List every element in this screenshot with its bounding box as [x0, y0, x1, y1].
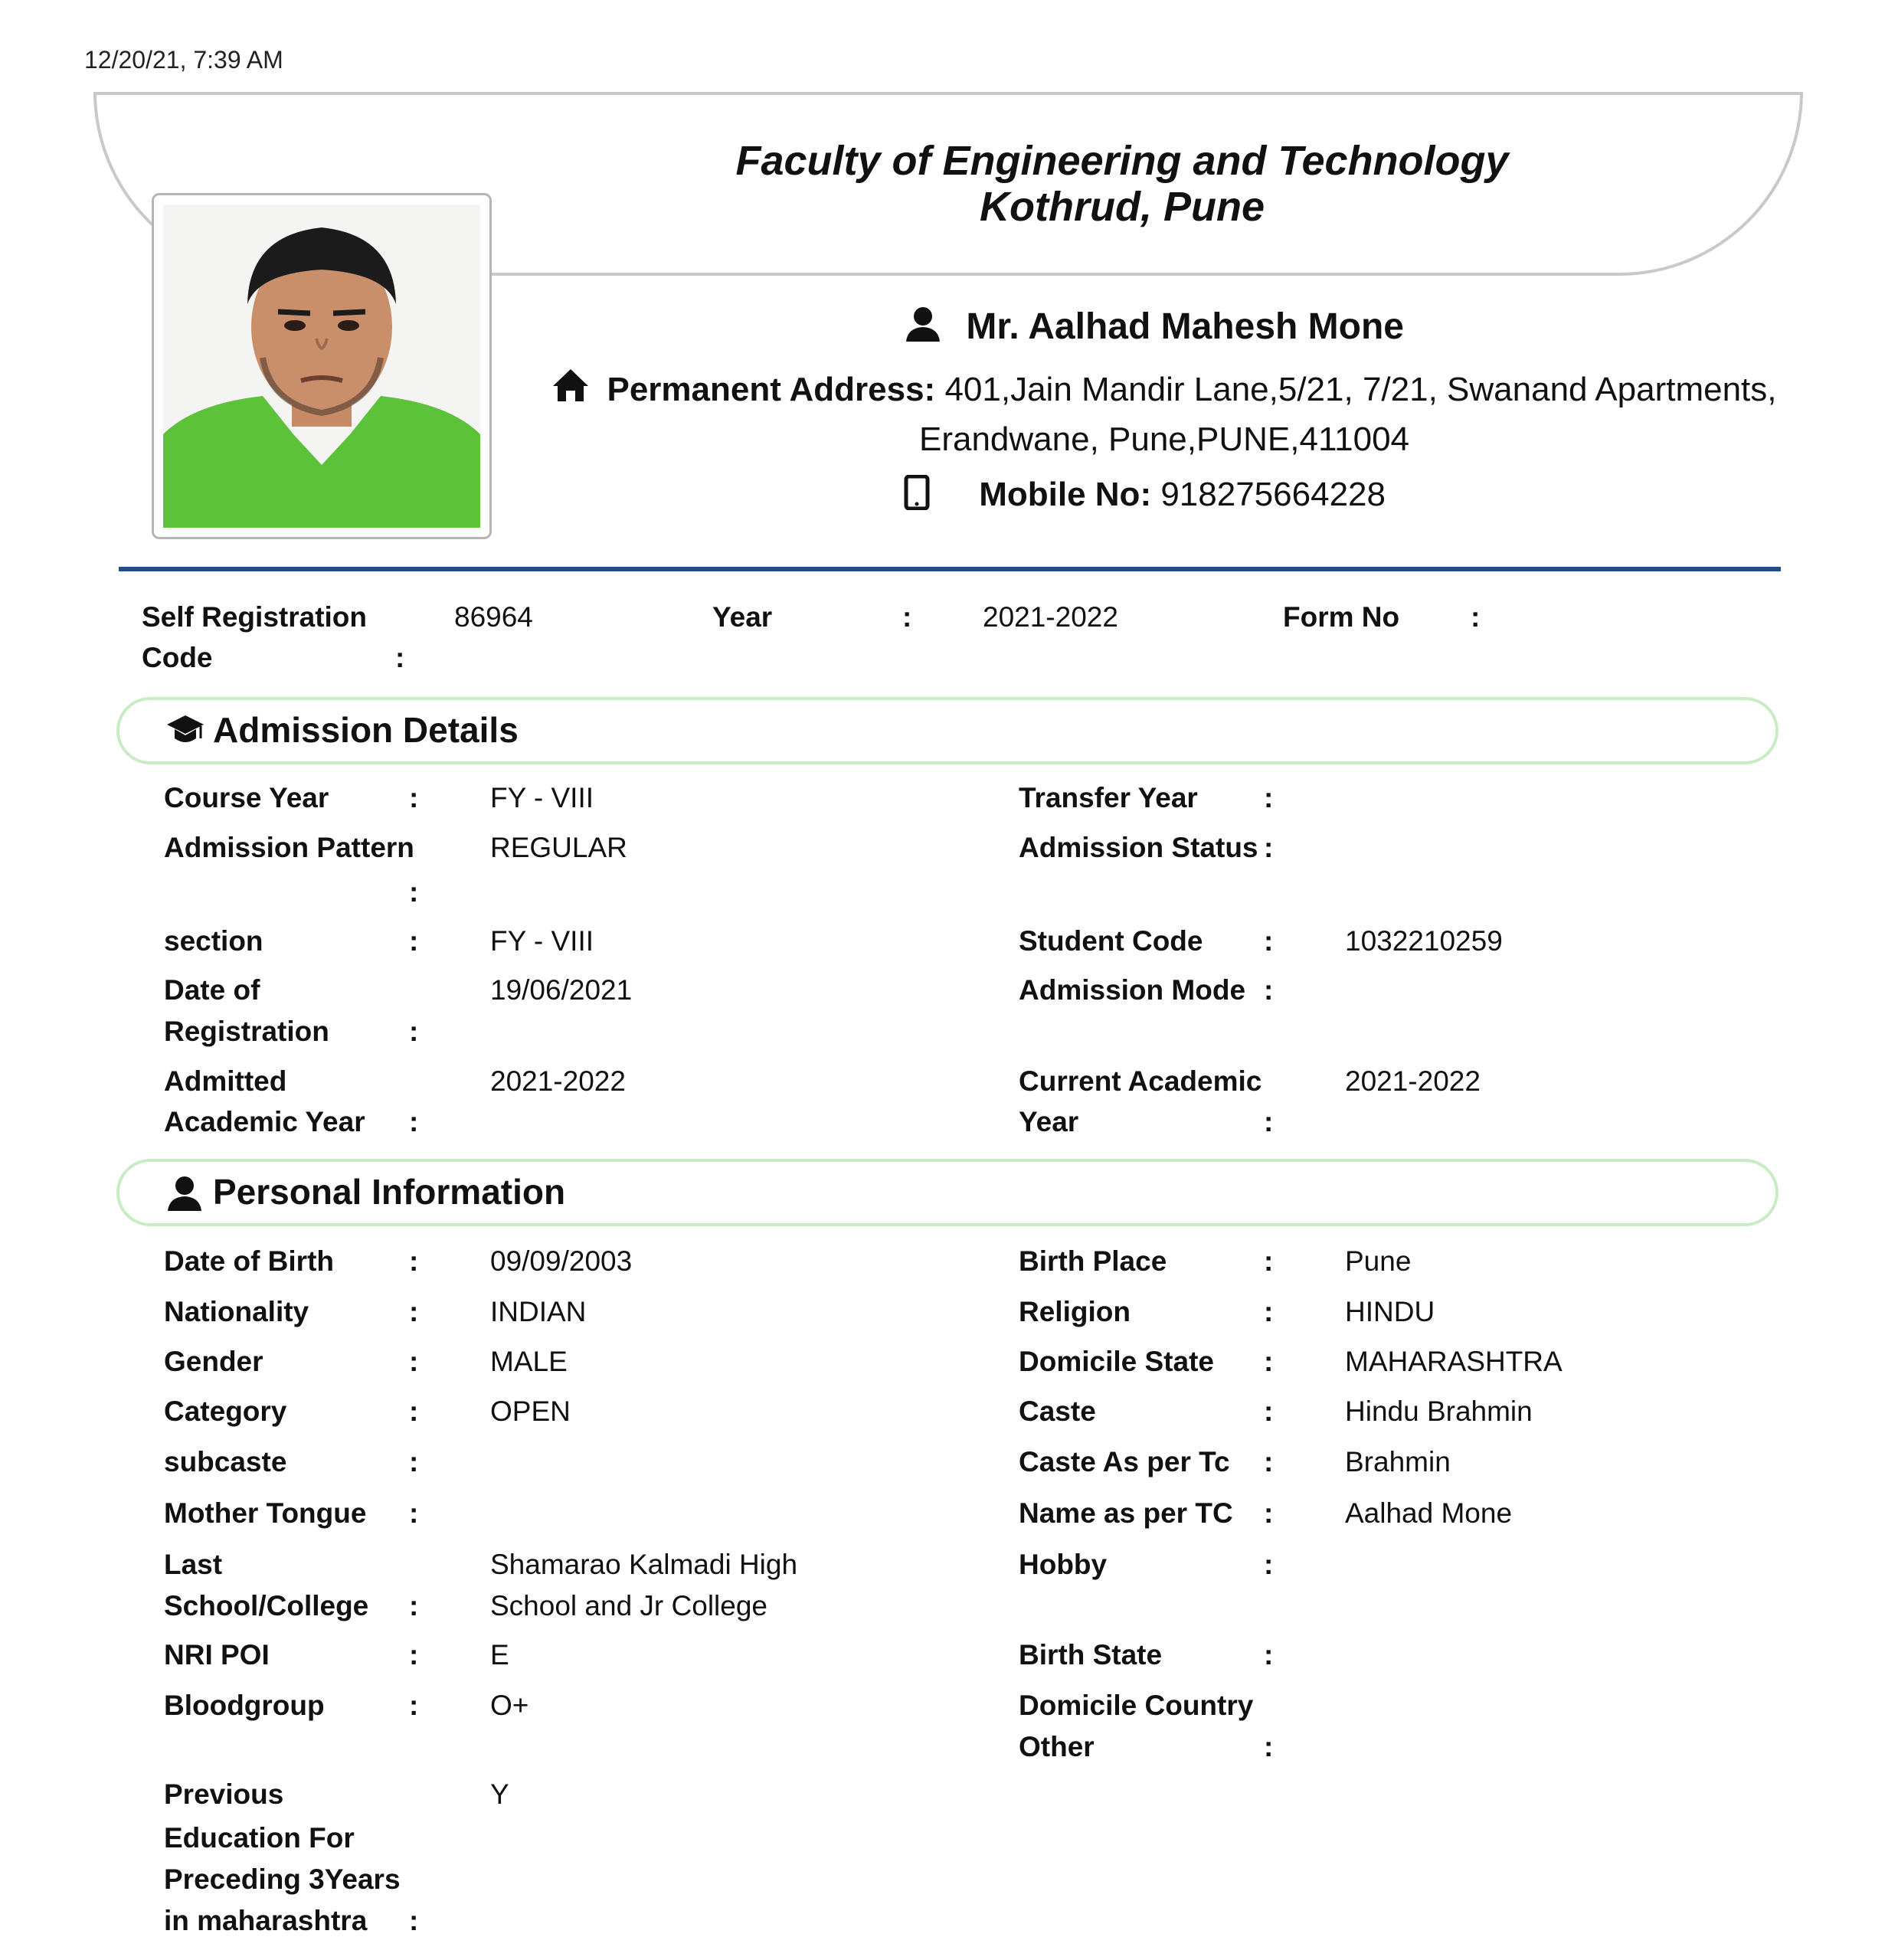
nationality-label: Nationality — [164, 1296, 309, 1327]
current-academic-year-value: 2021-2022 — [1345, 1065, 1481, 1097]
domicile-country-label: Domicile Country — [1019, 1690, 1254, 1721]
birth-place-label: Birth Place — [1019, 1245, 1167, 1277]
religion-label: Religion — [1019, 1296, 1131, 1327]
previous-education-label-2: Education For — [164, 1822, 355, 1854]
permanent-address — [528, 366, 1800, 463]
mobile-row — [904, 475, 1386, 519]
birth-place-value: Pune — [1345, 1245, 1412, 1277]
admission-pattern-label: Admission Pattern — [164, 832, 414, 863]
caste-as-per-tc-value: Brahmin — [1345, 1446, 1451, 1477]
transfer-year-label: Transfer Year — [1019, 782, 1198, 813]
colon: : — [409, 1245, 419, 1277]
bloodgroup-value: O+ — [490, 1690, 529, 1721]
print-timestamp: 12/20/21, 7:39 AM — [84, 46, 283, 74]
colon: : — [409, 1905, 419, 1936]
course-year-label: Course Year — [164, 782, 329, 813]
hobby-label: Hobby — [1019, 1549, 1108, 1580]
last-school-value-2: School and Jr College — [490, 1590, 767, 1621]
subcaste-label: subcaste — [164, 1446, 287, 1477]
colon: : — [1471, 601, 1481, 633]
colon: : — [409, 782, 419, 813]
nationality-value: INDIAN — [490, 1296, 587, 1327]
admission-pattern-value: REGULAR — [490, 832, 627, 863]
home-icon — [551, 368, 590, 416]
nri-poi-label: NRI POI — [164, 1639, 270, 1670]
colon: : — [902, 601, 912, 633]
student-portrait-image — [163, 205, 480, 528]
colon: : — [409, 1396, 419, 1427]
colon: : — [1264, 1731, 1274, 1762]
colon: : — [409, 1590, 419, 1621]
section-value: FY - VIII — [490, 925, 594, 957]
user-icon — [165, 1174, 204, 1216]
colon: : — [1264, 1549, 1274, 1580]
previous-education-label-4: in maharashtra — [164, 1905, 368, 1936]
category-value: OPEN — [490, 1396, 571, 1427]
colon: : — [1264, 1497, 1274, 1529]
admission-details-title: Admission Details — [213, 710, 519, 750]
personal-information-title: Personal Information — [213, 1172, 566, 1212]
nri-poi-value: E — [490, 1639, 509, 1670]
date-of-registration-label: Date of — [164, 974, 260, 1006]
colon: : — [1264, 974, 1274, 1006]
current-academic-year-label: Current Academic — [1019, 1065, 1262, 1097]
last-school-label-2: School/College — [164, 1590, 369, 1621]
colon: : — [409, 1446, 419, 1477]
name-as-per-tc-value: Aalhad Mone — [1345, 1497, 1513, 1529]
colon: : — [409, 1016, 419, 1047]
graduation-cap-icon — [165, 712, 205, 751]
caste-label: Caste — [1019, 1396, 1096, 1427]
previous-education-label: Previous — [164, 1778, 284, 1810]
colon: : — [409, 1690, 419, 1721]
date-of-birth-label: Date of Birth — [164, 1245, 334, 1277]
religion-value: HINDU — [1345, 1296, 1435, 1327]
student-code-value: 1032210259 — [1345, 925, 1503, 957]
colon: : — [1264, 1296, 1274, 1327]
colon: : — [409, 1639, 419, 1670]
colon: : — [409, 1296, 419, 1327]
colon: : — [1264, 1446, 1274, 1477]
mobile-number: 918275664228 — [1160, 476, 1386, 514]
form-no-label: Form No — [1283, 601, 1400, 633]
colon: : — [1264, 832, 1274, 863]
institution-location: Kothrud, Pune — [980, 184, 1265, 230]
colon: : — [395, 642, 405, 673]
address-line-1: 401,Jain Mandir Lane,5/21, 7/21, Swanand Apartments, — [944, 371, 1777, 408]
last-school-value: Shamarao Kalmadi High — [490, 1549, 798, 1580]
colon: : — [1264, 1639, 1274, 1670]
student-name: Mr. Aalhad Mahesh Mone — [966, 306, 1404, 347]
colon: : — [1264, 1106, 1274, 1137]
colon: : — [409, 876, 419, 908]
birth-state-label: Birth State — [1019, 1639, 1163, 1670]
colon: : — [1264, 782, 1274, 813]
caste-value: Hindu Brahmin — [1345, 1396, 1533, 1427]
self-registration-value: 86964 — [454, 601, 533, 633]
student-name-row — [904, 305, 1404, 352]
previous-education-label-3: Preceding 3Years — [164, 1863, 401, 1895]
section-label: section — [164, 925, 263, 957]
bloodgroup-label: Bloodgroup — [164, 1690, 325, 1721]
course-year-value: FY - VIII — [490, 782, 594, 813]
domicile-country-label-2: Other — [1019, 1731, 1095, 1762]
user-icon — [904, 305, 942, 352]
address-line-2: Erandwane, Pune,PUNE,411004 — [918, 420, 1410, 458]
personal-information-header — [116, 1159, 1779, 1226]
caste-as-per-tc-label: Caste As per Tc — [1019, 1446, 1230, 1477]
previous-education-value: Y — [490, 1778, 509, 1810]
last-school-label: Last — [164, 1549, 223, 1580]
colon: : — [409, 1106, 419, 1137]
colon: : — [1264, 1396, 1274, 1427]
category-label: Category — [164, 1396, 287, 1427]
self-registration-label: Self Registration — [142, 601, 367, 633]
date-of-birth-value: 09/09/2003 — [490, 1245, 633, 1277]
admitted-academic-year-value: 2021-2022 — [490, 1065, 626, 1097]
student-photo — [152, 193, 492, 539]
colon: : — [1264, 925, 1274, 957]
colon: : — [1264, 1346, 1274, 1377]
date-of-registration-value: 19/06/2021 — [490, 974, 633, 1006]
name-as-per-tc-label: Name as per TC — [1019, 1497, 1233, 1529]
gender-value: MALE — [490, 1346, 568, 1377]
admitted-academic-year-label-2: Academic Year — [164, 1106, 365, 1137]
institution-name: Faculty of Engineering and Technology — [735, 138, 1509, 184]
mobile-phone-icon — [904, 475, 930, 519]
colon: : — [409, 1497, 419, 1529]
domicile-state-value: MAHARASHTRA — [1345, 1346, 1563, 1377]
colon: : — [1264, 1245, 1274, 1277]
current-academic-year-label-2: Year — [1019, 1106, 1079, 1137]
mobile-label: Mobile No: — [979, 476, 1152, 514]
gender-label: Gender — [164, 1346, 263, 1377]
student-code-label: Student Code — [1019, 925, 1203, 957]
self-registration-label-2: Code — [142, 642, 213, 673]
mother-tongue-label: Mother Tongue — [164, 1497, 367, 1529]
admission-details-header — [116, 697, 1779, 764]
colon: : — [409, 925, 419, 957]
domicile-state-label: Domicile State — [1019, 1346, 1214, 1377]
year-value: 2021-2022 — [983, 601, 1118, 633]
admission-status-label: Admission Status — [1019, 832, 1258, 863]
date-of-registration-label-2: Registration — [164, 1016, 329, 1047]
address-label: Permanent Address: — [607, 371, 936, 408]
year-label: Year — [712, 601, 773, 633]
colon: : — [409, 1346, 419, 1377]
admitted-academic-year-label: Admitted — [164, 1065, 287, 1097]
header-divider — [119, 567, 1781, 571]
admission-mode-label: Admission Mode — [1019, 974, 1246, 1006]
